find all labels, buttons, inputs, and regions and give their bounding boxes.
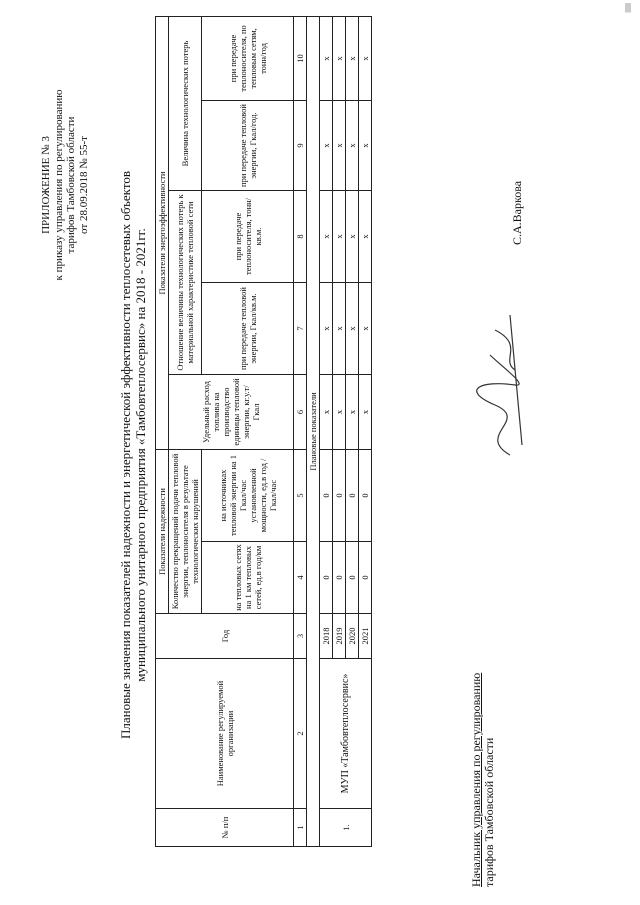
- value-cell: х: [359, 374, 372, 449]
- col-num-cell: 8: [294, 190, 307, 282]
- header-networks: на тепловых сетях на 1 км тепловых сетей, ед.в год/км: [202, 542, 294, 614]
- signatory-position: [470, 673, 496, 887]
- signatory-position-line-2: тарифов Тамбовской области: [482, 737, 496, 887]
- value-cell: х: [346, 282, 359, 374]
- header-year: Год: [156, 614, 294, 659]
- value-cell: х: [359, 16, 372, 100]
- col-num-cell: 6: [294, 374, 307, 449]
- header-sources: на источниках тепловой энергии на 1 Гкал/час установленной мощности, ед.в год /Гкал/час: [202, 449, 294, 541]
- appendix-header: [40, 25, 90, 345]
- value-cell: 0: [346, 542, 359, 614]
- value-cell: 0: [359, 449, 372, 541]
- year-cell: 2018: [320, 614, 333, 659]
- signatory-position-line-1: Начальник управления по регулированию: [469, 672, 483, 887]
- value-cell: х: [320, 16, 333, 100]
- appendix-number: ПРИЛОЖЕНИЕ № 3: [40, 136, 52, 234]
- year-cell: 2021: [359, 614, 372, 659]
- handwritten-signature: [470, 305, 540, 465]
- value-cell: х: [333, 190, 346, 282]
- header-interruptions: Количество прекращений подачи тепловой энергии, теплоносителя в результате технологических нарушений: [169, 449, 202, 613]
- value-cell: х: [333, 374, 346, 449]
- col-num-cell: 1: [294, 809, 307, 847]
- title-line-2: муниципального унитарного предприятия «Тамбовтеплосервис» на 2018 - 2021гг.: [133, 228, 148, 682]
- row-number: 1.: [320, 809, 372, 847]
- value-cell: х: [359, 100, 372, 190]
- value-cell: х: [333, 282, 346, 374]
- header-row-1: [156, 16, 169, 846]
- org-name: МУП «Тамбовтеплосервис»: [320, 659, 372, 809]
- plan-label-row: [307, 16, 320, 846]
- col-num-cell: 9: [294, 100, 307, 190]
- appendix-date-line: от 28.09.2018 № 55-т: [77, 136, 90, 234]
- header-losses-heat: при передаче тепловой энергии, Гкал/год.: [202, 100, 294, 190]
- value-cell: х: [320, 100, 333, 190]
- col-num-cell: 10: [294, 16, 307, 100]
- signatory-name: С.А.Варкова: [510, 180, 524, 245]
- value-cell: 0: [346, 449, 359, 541]
- header-reliability: Показатели надежности: [156, 449, 169, 613]
- value-cell: х: [320, 190, 333, 282]
- value-cell: х: [320, 282, 333, 374]
- header-ratio: Отношение величины технологических потерь к материальной характеристике тепловой сети: [169, 190, 202, 374]
- appendix-order-line: к приказу управления по регулированию: [52, 89, 65, 281]
- header-ratio-heat: при передаче тепловой энергии, Гкал/кв.м.: [202, 282, 294, 374]
- header-losses-carrier: при передаче теплоносителя, по тепловым сетям, тонн/год: [202, 16, 294, 100]
- value-cell: х: [359, 190, 372, 282]
- table-row: [320, 16, 333, 846]
- header-efficiency: Показатели энергоэффективности: [156, 16, 169, 449]
- document-title: [118, 45, 148, 865]
- header-org: Наименование регулируемой организации: [156, 659, 294, 809]
- col-num-cell: 7: [294, 282, 307, 374]
- scan-edge-mark: |||: [625, 2, 632, 13]
- column-number-row: [294, 16, 307, 846]
- year-cell: 2019: [333, 614, 346, 659]
- col-num-cell: 2: [294, 659, 307, 809]
- header-fuel: Удельный расход топлива на производство единицы тепловой энергии, кг.у.т/Гкал: [169, 374, 294, 449]
- value-cell: х: [333, 16, 346, 100]
- value-cell: х: [333, 100, 346, 190]
- col-num-cell: 5: [294, 449, 307, 541]
- value-cell: х: [320, 374, 333, 449]
- col-num-cell: 3: [294, 614, 307, 659]
- value-cell: 0: [320, 449, 333, 541]
- year-cell: 2020: [346, 614, 359, 659]
- value-cell: х: [346, 100, 359, 190]
- value-cell: 0: [333, 449, 346, 541]
- header-ratio-carrier: при передаче теплоносителя, тонн/кв.м.: [202, 190, 294, 282]
- value-cell: 0: [359, 542, 372, 614]
- value-cell: х: [346, 374, 359, 449]
- header-num: № п/п: [156, 809, 294, 847]
- value-cell: х: [346, 190, 359, 282]
- title-line-1: Плановые значения показателей надежности и энергетической эффективности теплосетевых объектов: [118, 171, 133, 739]
- header-losses: Величина технологических потерь: [169, 16, 202, 190]
- value-cell: х: [346, 16, 359, 100]
- indicators-table: [155, 16, 372, 847]
- value-cell: х: [359, 282, 372, 374]
- value-cell: 0: [333, 542, 346, 614]
- appendix-region-line: тарифов Тамбовской области: [65, 116, 77, 254]
- value-cell: 0: [320, 542, 333, 614]
- col-num-cell: 4: [294, 542, 307, 614]
- plan-label: Плановые показатели: [307, 16, 320, 846]
